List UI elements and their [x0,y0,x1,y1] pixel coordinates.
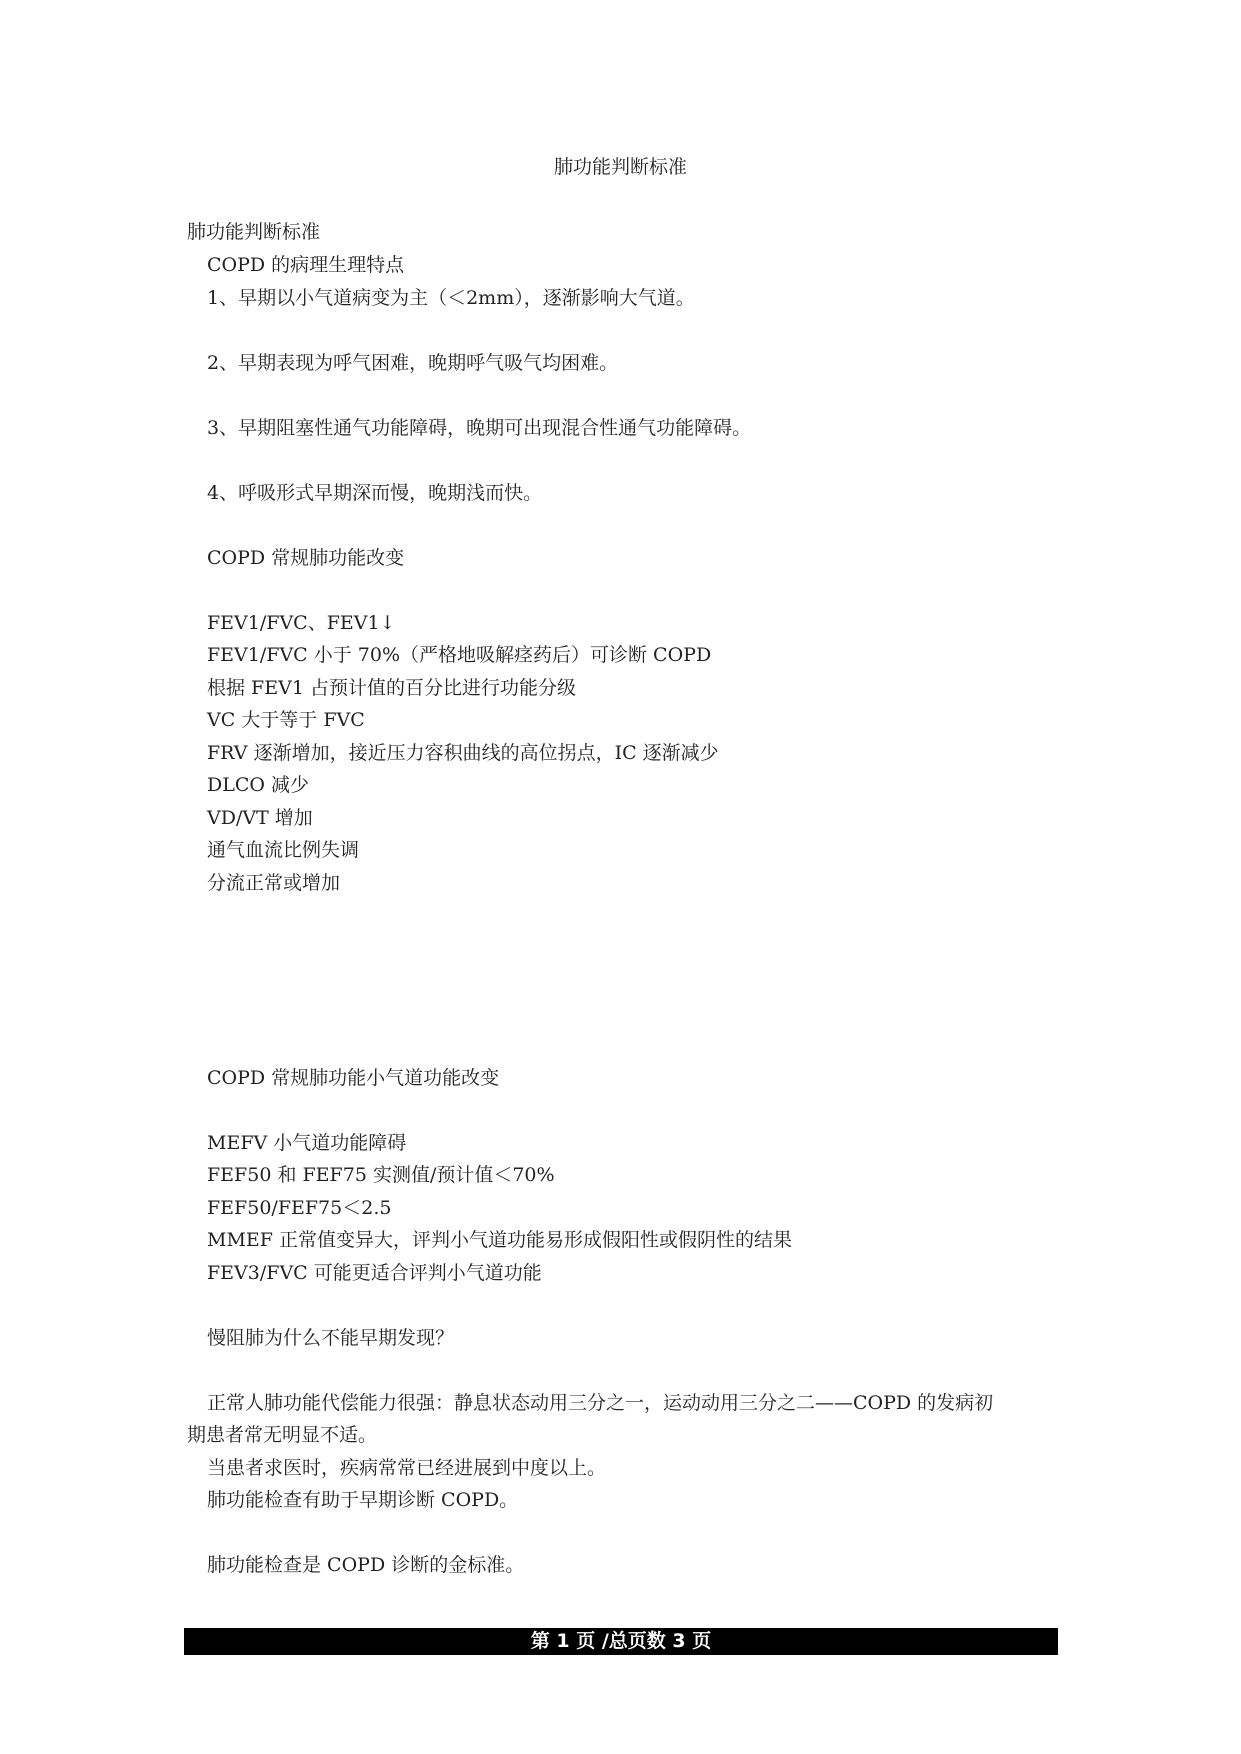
text-line: FEV3/FVC 可能更适合评判小气道功能 [207,1262,542,1284]
text-line: 期患者常无明显不适。 [187,1424,378,1446]
page-title: 肺功能判断标准 [553,156,687,178]
text-line: 肺功能检查是 COPD 诊断的金标准。 [207,1554,525,1576]
text-line: FRV 逐渐增加，接近压力容积曲线的高位拐点，IC 逐渐减少 [207,742,719,764]
text-line: 当患者求医时，疾病常常已经进展到中度以上。 [207,1457,607,1479]
page-footer: 第 1 页 /总页数 3 页 [184,1628,1058,1655]
text-line: 2、早期表现为呼气困难，晚期呼气吸气均困难。 [207,352,619,374]
text-line: 分流正常或增加 [207,872,341,894]
text-line: 通气血流比例失调 [207,839,360,861]
section-heading: 肺功能判断标准 [187,221,321,243]
text-line: 1、早期以小气道病变为主（＜2mm），逐渐影响大气道。 [207,287,695,309]
text-line: COPD 常规肺功能改变 [207,547,405,569]
text-line: COPD 的病理生理特点 [207,254,405,276]
text-line: DLCO 减少 [207,774,310,796]
text-line: VD/VT 增加 [207,807,313,829]
text-line: MEFV 小气道功能障碍 [207,1132,407,1154]
text-line: FEV1/FVC 小于 70%（严格地吸解痉药后）可诊断 COPD [207,644,712,666]
text-line: 4、呼吸形式早期深而慢，晚期浅而快。 [207,482,543,504]
text-line: 根据 FEV1 占预计值的百分比进行功能分级 [207,677,576,699]
text-line: 正常人肺功能代偿能力很强：静息状态动用三分之一，运动动用三分之二——COPD 的发病初 [207,1392,994,1414]
text-line: VC 大于等于 FVC [207,709,365,731]
text-line: FEF50/FEF75＜2.5 [207,1197,392,1219]
text-line: FEV1/FVC、FEV1↓ [207,612,396,634]
text-line: COPD 常规肺功能小气道功能改变 [207,1067,500,1089]
text-line: 慢阻肺为什么不能早期发现？ [207,1327,455,1349]
text-line: MMEF 正常值变异大，评判小气道功能易形成假阳性或假阴性的结果 [207,1229,793,1251]
text-line: FEF50 和 FEF75 实测值/预计值＜70% [207,1164,555,1186]
text-line: 肺功能检查有助于早期诊断 COPD。 [207,1489,519,1511]
text-line: 3、早期阻塞性通气功能障碍，晚期可出现混合性通气功能障碍。 [207,417,752,439]
